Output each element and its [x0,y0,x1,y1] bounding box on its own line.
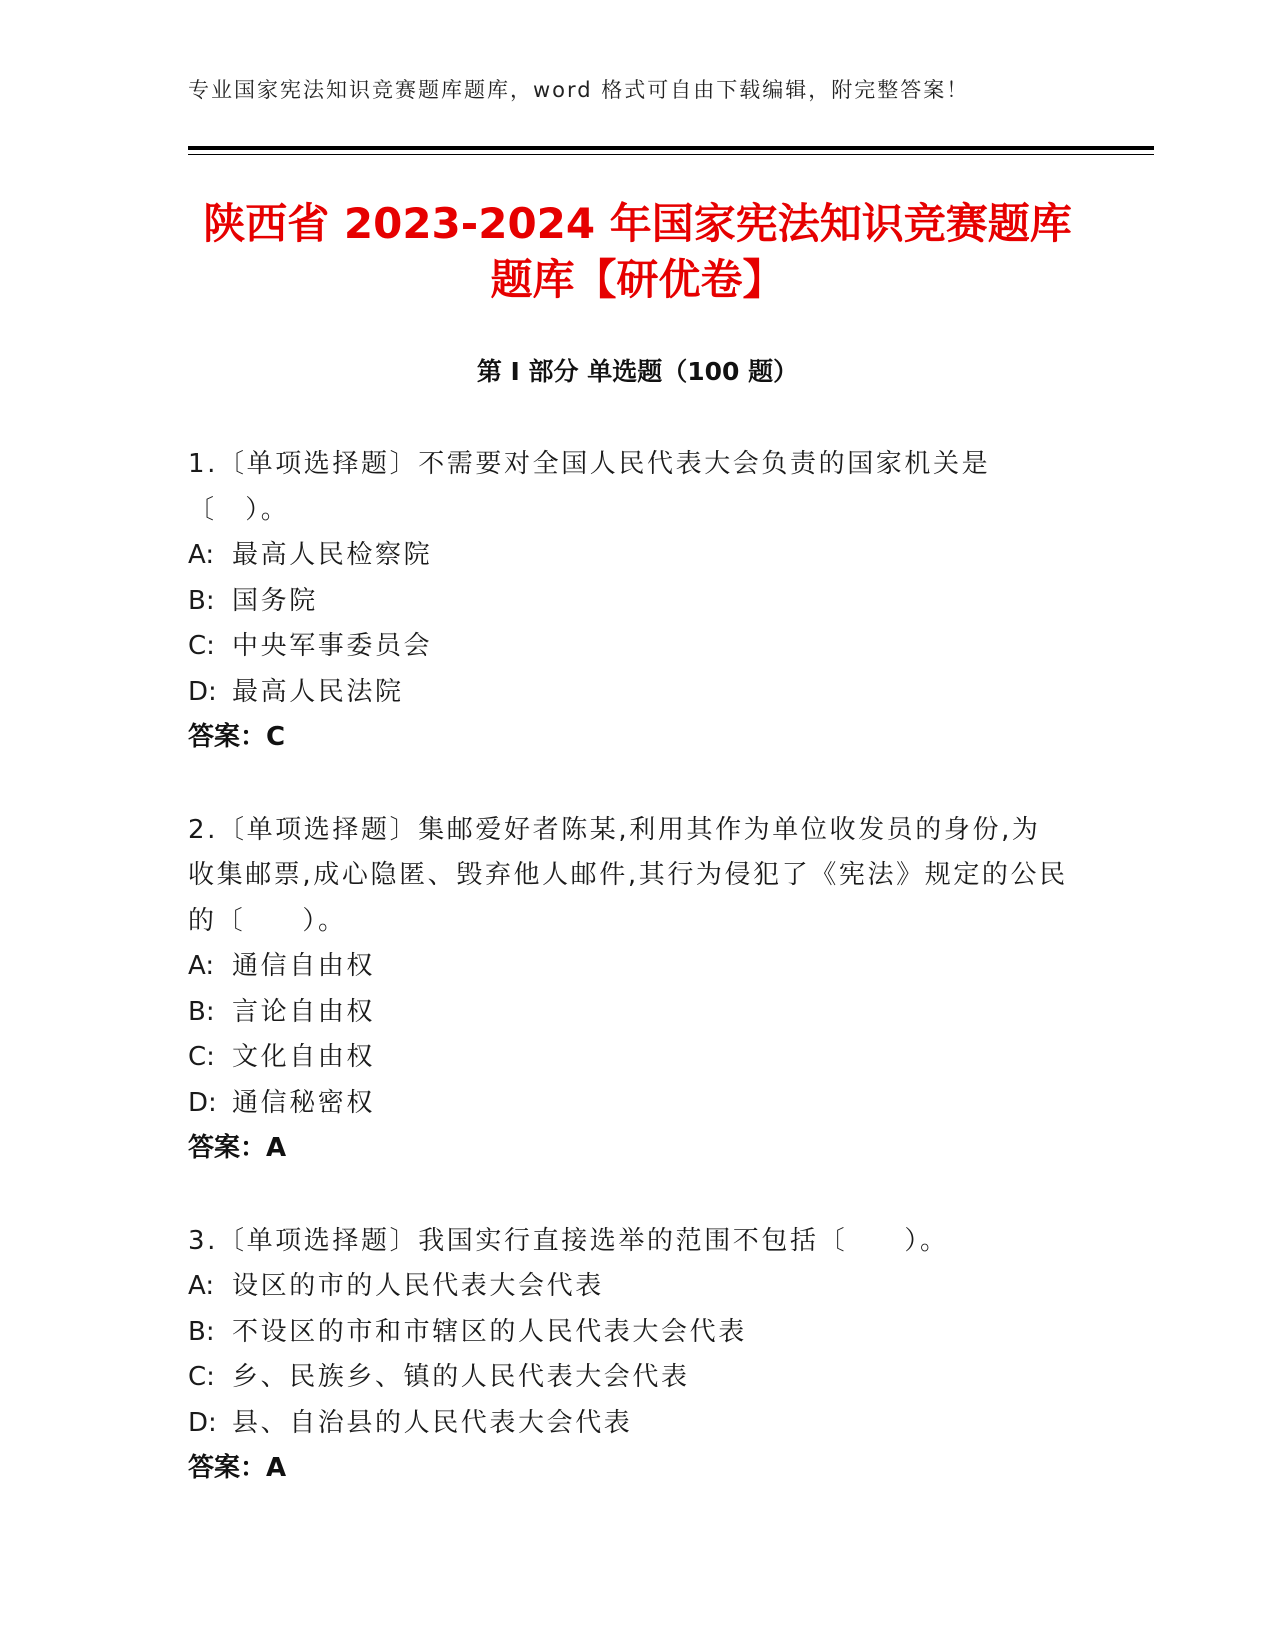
option-letter: B: [188,1316,215,1347]
option-letter: D: [188,1407,217,1438]
question-1 [188,442,1068,761]
option-letter: A: [188,951,215,981]
option-d [188,1081,1068,1127]
option-letter: D: [188,1087,217,1118]
option-text: 最高人民法院 [232,676,404,707]
option-letter: D: [188,676,217,707]
answer: 答案：C [188,722,286,752]
question-list [188,442,1068,1539]
option-text: 通信秘密权 [232,1087,376,1118]
answer: 答案：A [188,1133,287,1163]
header-note: 专业国家宪法知识竞赛题库题库，word 格式可自由下载编辑，附完整答案！ [188,78,970,102]
question-stem: 3.〔单项选择题〕我国实行直接选举的范围不包括〔 ）。 [188,1225,949,1256]
document-title-line-2: 题库【研优卷】 [490,255,785,304]
option-c [188,1035,1068,1081]
option-letter: A: [188,540,215,570]
header-divider-thick [188,146,1154,150]
question-stem: 2.〔单项选择题〕集邮爱好者陈某,利用其作为单位收发员的身份,为收集邮票,成心隐匿、毁弃他人邮件,其行为侵犯了《宪法》规定的公民的〔 ）。 [188,814,1068,936]
option-text: 最高人民检察院 [232,540,433,570]
option-a [188,944,1068,990]
option-c [188,1355,1068,1401]
option-b [188,579,1068,625]
option-text: 国务院 [232,585,318,616]
option-text: 文化自由权 [232,1042,376,1072]
option-a [188,1264,1068,1310]
option-a [188,533,1068,579]
option-b [188,1310,1068,1356]
option-c [188,624,1068,670]
document-title-line-1: 陕西省 2023-2024 年国家宪法知识竞赛题库 [203,199,1072,248]
option-letter: B: [188,996,215,1027]
question-stem: 1.〔单项选择题〕不需要对全国人民代表大会负责的国家机关是〔 ）。 [188,449,991,525]
option-letter: C: [188,1042,215,1072]
option-text: 设区的市的人民代表大会代表 [232,1271,604,1301]
option-text: 通信自由权 [232,951,376,981]
option-d [188,1401,1068,1447]
option-text: 乡、民族乡、镇的人民代表大会代表 [232,1362,690,1392]
option-text: 言论自由权 [232,996,376,1027]
option-text: 中央军事委员会 [232,631,433,661]
option-letter: C: [188,631,215,661]
section-title: 第 I 部分 单选题（100 题） [476,357,799,386]
answer: 答案：A [188,1453,287,1483]
option-text: 县、自治县的人民代表大会代表 [232,1407,633,1438]
option-d [188,670,1068,716]
document-title [150,196,1125,308]
header-divider-thin [188,154,1154,155]
option-letter: A: [188,1271,215,1301]
question-2 [188,808,1068,1172]
option-letter: C: [188,1362,215,1392]
option-letter: B: [188,585,215,616]
option-b [188,990,1068,1036]
option-text: 不设区的市和市辖区的人民代表大会代表 [232,1316,747,1347]
question-3 [188,1219,1068,1492]
